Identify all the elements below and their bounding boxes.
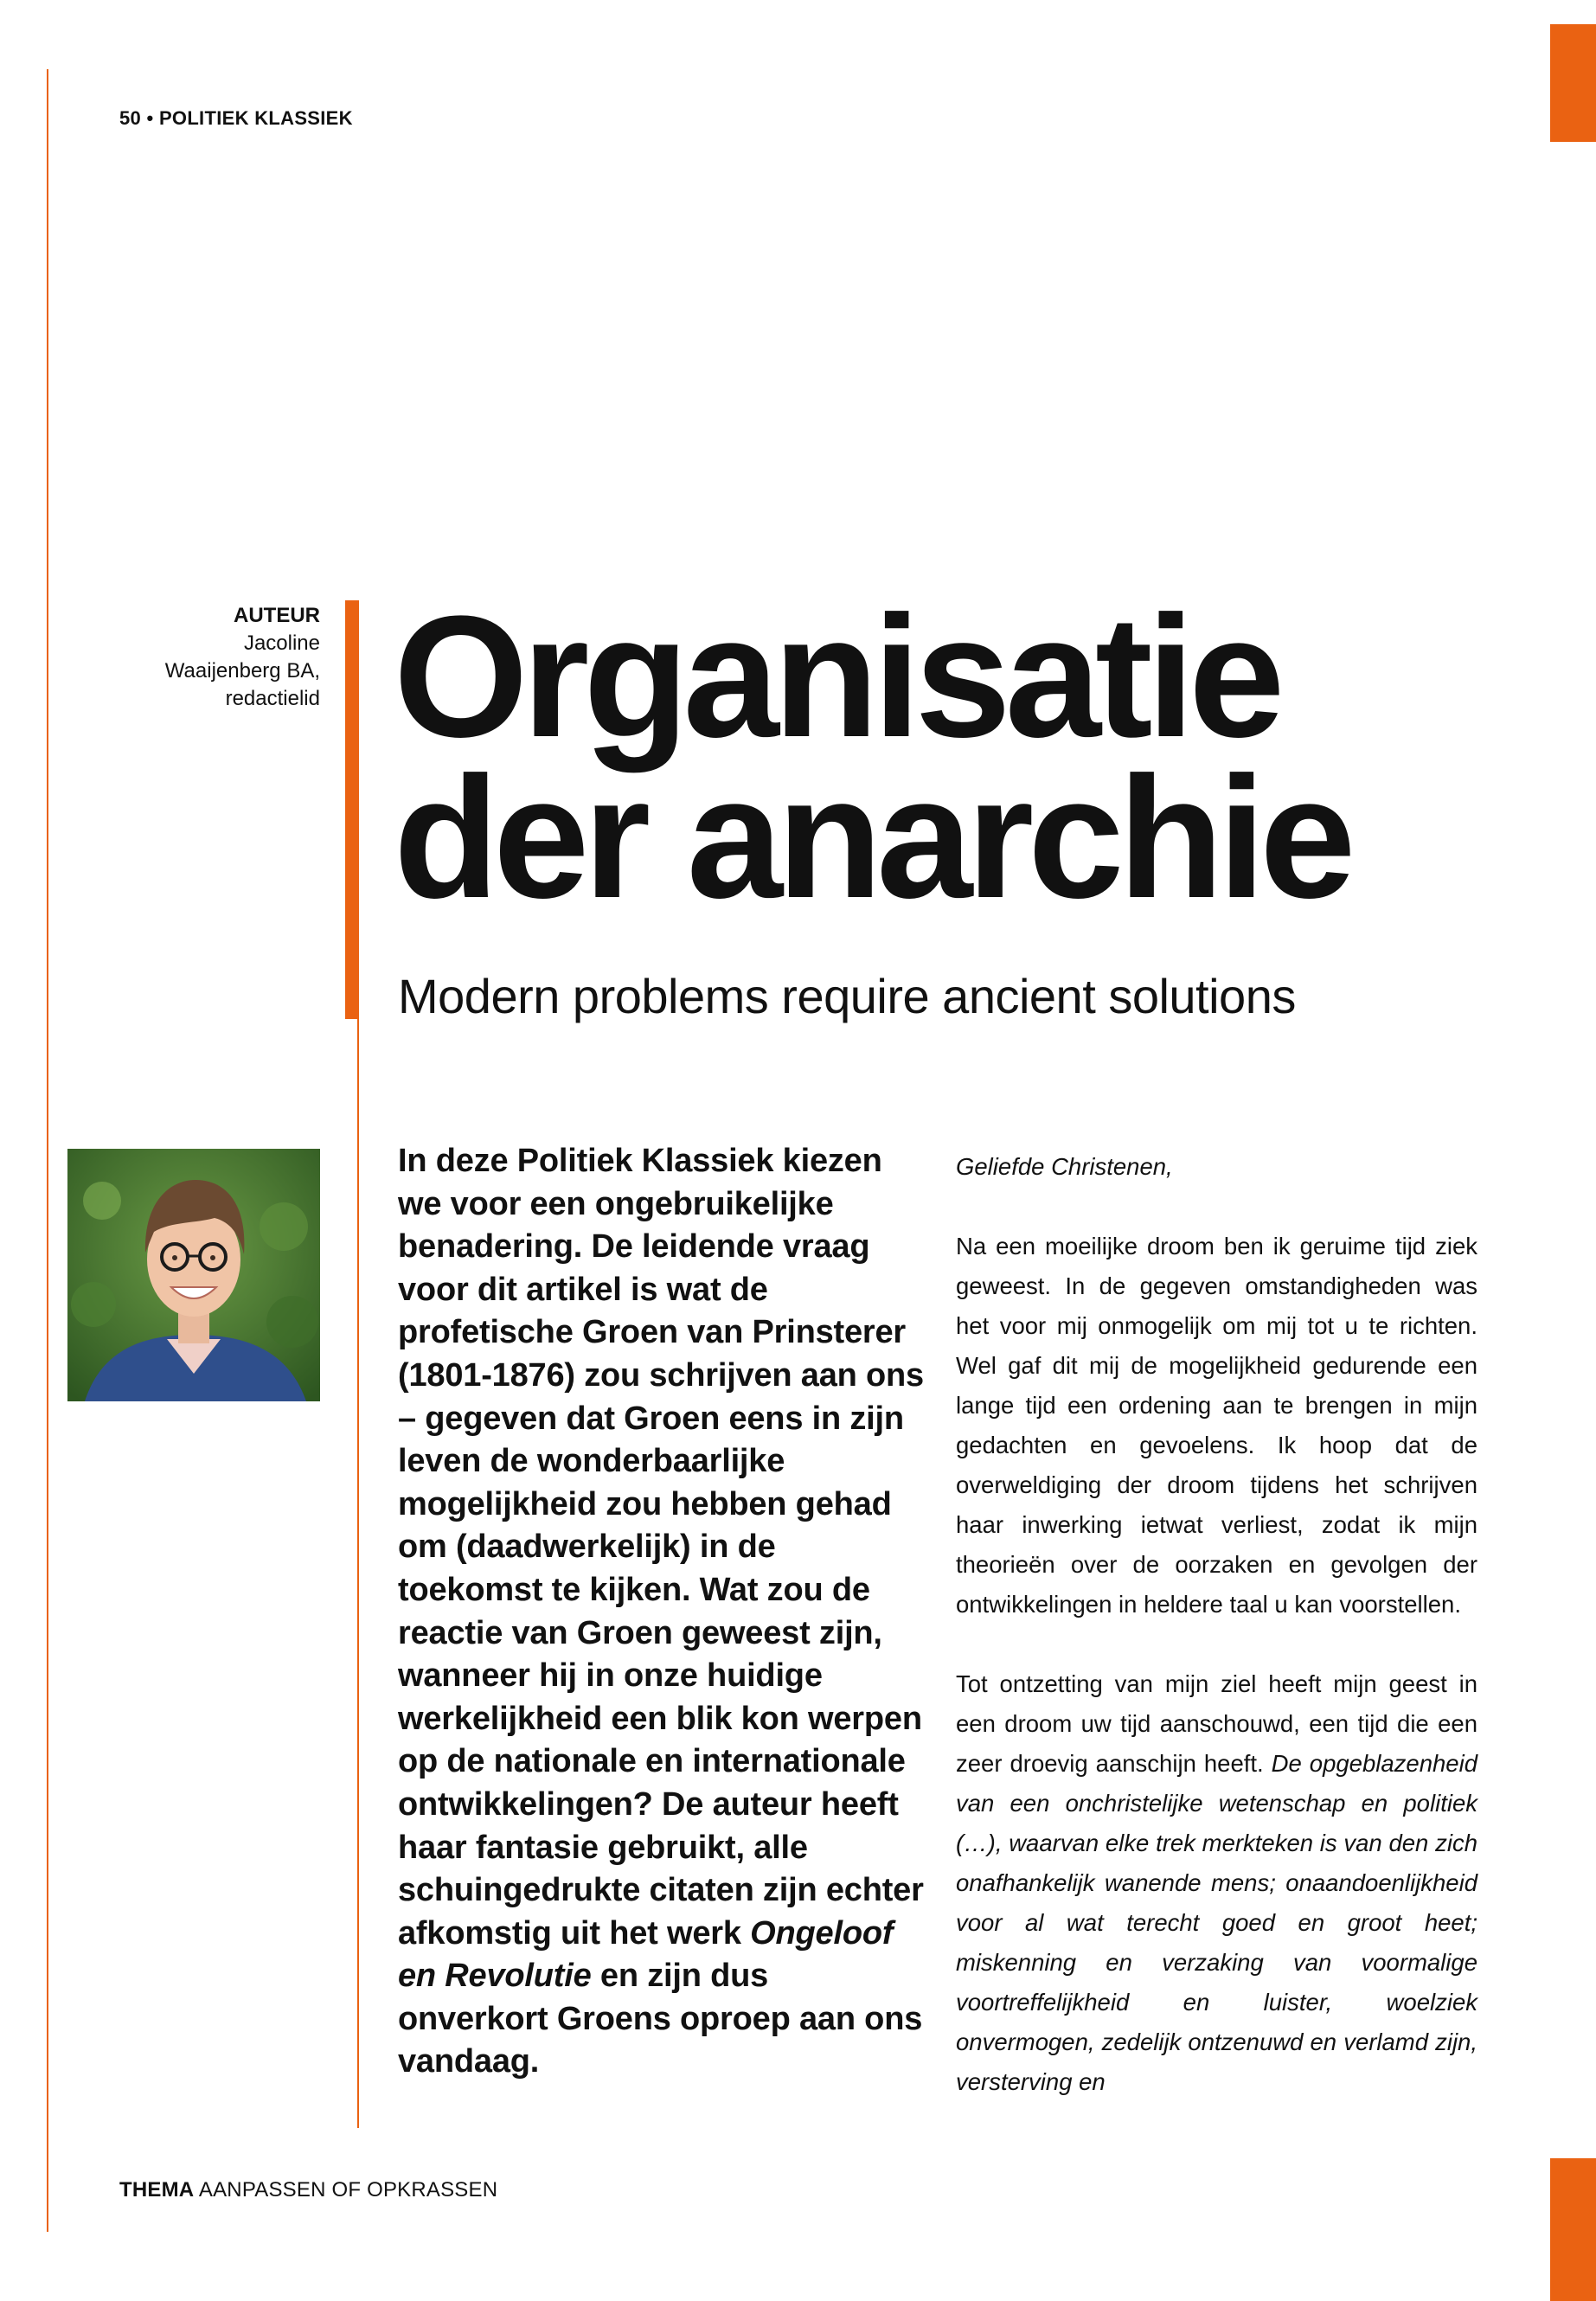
page-footer	[119, 2178, 497, 2202]
paragraph2-text: Tot ontzetting van mijn ziel heeft mijn geest in een droom uw tijd aanschouwd, een tijd die een zeer droevig aanschijn heeft.	[956, 1670, 1477, 1777]
author-label: AUTEUR	[234, 604, 320, 627]
orange-edge-tab-top	[1550, 24, 1596, 142]
page-header	[119, 107, 353, 130]
article-intro	[398, 1140, 926, 2084]
intro-text-end: en zijn dus onverkort Groens oproep aan ons vandaag.	[398, 1958, 923, 2080]
author-photo	[67, 1149, 320, 1401]
title-line1: Organisatie	[394, 580, 1279, 773]
footer-theme-label: THEMA	[119, 2178, 195, 2202]
body-paragraph-2	[956, 1664, 1477, 2102]
section-name: POLITIEK KLASSIEK	[158, 107, 353, 129]
author-name-line1: Jacoline	[243, 631, 320, 655]
salutation: Geliefde Christenen,	[956, 1153, 1173, 1180]
author-block	[104, 602, 320, 713]
footer-theme-title: AANPASSEN OF OPKRASSEN	[198, 2178, 498, 2202]
orange-edge-tab-bottom	[1550, 2158, 1596, 2301]
paragraph2-quote: De opgeblazenheid van een onchristelijke wetenschap en politiek (…), waarvan elke trek merkteken is van den zich onafhankelijk wanende mens; onaandoenlijkheid voor al wat terecht goed en groot heet; miskenning en verzaking van voormalige voortreffelijkheid en luister, woelziek onvermogen, zedelijk ontzenuwd en verlamd zijn, versterving en	[956, 1750, 1478, 2095]
column-divider-rule	[357, 1012, 359, 2128]
left-margin-rule	[47, 69, 48, 2232]
title-line2: der anarchie	[394, 741, 1350, 934]
intro-text: In deze Politiek Klassiek kiezen we voor een ongebruikelijke benadering. De leidende vraag voor dit artikel is wat de profetische Groen van Prinsterer (1801-1876) zou schrijven aan ons – gegeven dat Groen eens in zijn leven de wonderbaarlijke mogelijkheid zou hebben gehad om (daadwerkelijk) in de toekomst te kijken. Wat zou de reactie van Groen geweest zijn, wanneer hij in onze huidige werkelijkheid een blik kon werpen op de nationale en internationale ontwikkelingen? De auteur heeft haar fantasie gebruikt, alle schuingedrukte citaten zijn echter afkomstig uit het werk	[398, 1143, 924, 1952]
title-accent-bar	[345, 600, 359, 1019]
author-name-line2: Waaijenberg BA,	[164, 659, 320, 683]
header-separator: •	[146, 107, 154, 129]
intro-book-title: Ongeloof en Revolutie	[398, 1914, 894, 1995]
body-paragraph-1: Na een moeilijke droom ben ik geruime tijd ziek geweest. In de gegeven omstandigheden was het voor mij onmogelijk om mij tot u te richten. Wel gaf dit mij de mogelijkheid gedurende een lange tijd een ordening aan te brengen in mijn gedachten en gevoelens. Ik hoop dat de overweldiging der droom tijdens het schrijven haar inwerking ietwat verliest, zodat ik mijn theorieën over de oorzaken en gevolgen der ontwikkelingen in heldere taal u kan voorstellen.	[956, 1233, 1477, 1618]
article-subtitle: Modern problems require ancient solutions	[398, 969, 1296, 1023]
author-role: redactielid	[225, 687, 320, 710]
article-title	[394, 580, 1350, 934]
page-number: 50	[119, 107, 142, 129]
article-body	[956, 1147, 1477, 2142]
